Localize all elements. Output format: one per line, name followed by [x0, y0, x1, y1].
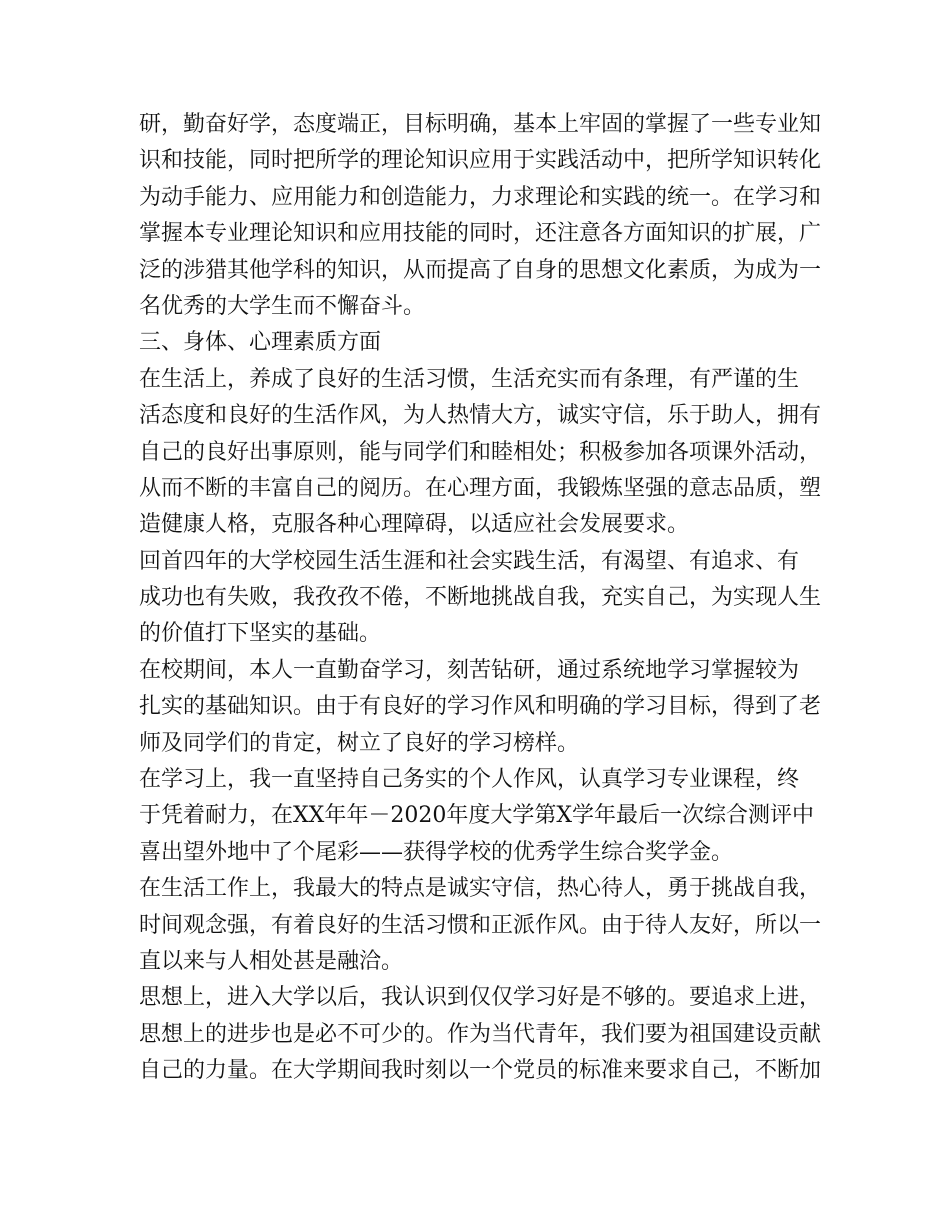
- text-line: 成功也有失败，我孜孜不倦，不断地挑战自我，充实自己，为实现人生: [139, 585, 822, 611]
- text-line: 掌握本专业理论知识和应用技能的同时，还注意各方面知识的扩展，广: [139, 221, 822, 247]
- text-line: 师及同学们的肯定，树立了良好的学习榜样。: [139, 730, 580, 756]
- text-line: 为动手能力、应用能力和创造能力，力求理论和实践的统一。在学习和: [139, 184, 822, 210]
- text-line: 回首四年的大学校园生活生涯和社会实践生活，有渴望、有追求、有: [139, 548, 800, 574]
- text-line: 从而不断的丰富自己的阅历。在心理方面，我锻炼坚强的意志品质，塑: [139, 475, 822, 501]
- text-line: 时间观念强，有着良好的生活习惯和正派作风。由于待人友好，所以一: [139, 912, 822, 938]
- text-line: 思想上的进步也是必不可少的。作为当代青年，我们要为祖国建设贡献: [139, 1021, 822, 1047]
- text-line: 在生活上，养成了良好的生活习惯，生活充实而有条理，有严谨的生: [139, 366, 800, 392]
- text-line: 在学习上，我一直坚持自己务实的个人作风，认真学习专业课程，终: [139, 767, 800, 793]
- text-line: 名优秀的大学生而不懈奋斗。: [139, 293, 426, 319]
- text-line: 泛的涉猎其他学科的知识，从而提高了自身的思想文化素质，为成为一: [139, 257, 822, 283]
- text-line: 扎实的基础知识。由于有良好的学习作风和明确的学习目标，得到了老: [139, 694, 822, 720]
- document-body: [139, 107, 829, 1090]
- text-line: 自己的力量。在大学期间我时刻以一个党员的标准来要求自己，不断加: [139, 1058, 822, 1084]
- text-line: 于凭着耐力，在XX年年－2020年度大学第X学年最后一次综合测评中: [139, 803, 814, 829]
- text-line: 活态度和良好的生活作风，为人热情大方，诚实守信，乐于助人，拥有: [139, 403, 822, 429]
- text-line: 直以来与人相处甚是融洽。: [139, 948, 404, 974]
- text-line: 识和技能，同时把所学的理论知识应用于实践活动中，把所学知识转化: [139, 148, 822, 174]
- text-line: 造健康人格，克服各种心理障碍，以适应社会发展要求。: [139, 512, 690, 538]
- text-line: 在校期间，本人一直勤奋学习，刻苦钻研，通过系统地学习掌握较为: [139, 657, 800, 683]
- text-line: 自己的良好出事原则，能与同学们和睦相处；积极参加各项课外活动，: [139, 439, 822, 465]
- section-heading: 三、身体、心理素质方面: [139, 330, 382, 356]
- text-line: 的价值打下坚实的基础。: [139, 621, 382, 647]
- text-line: 喜出望外地中了个尾彩——获得学校的优秀学生综合奖学金。: [139, 839, 734, 865]
- text-line: 在生活工作上，我最大的特点是诚实守信，热心待人，勇于挑战自我，: [139, 876, 822, 902]
- text-line: 研，勤奋好学，态度端正，目标明确，基本上牢固的掌握了一些专业知: [139, 112, 822, 137]
- text-line: 思想上，进入大学以后，我认识到仅仅学习好是不够的。要追求上进，: [139, 985, 822, 1011]
